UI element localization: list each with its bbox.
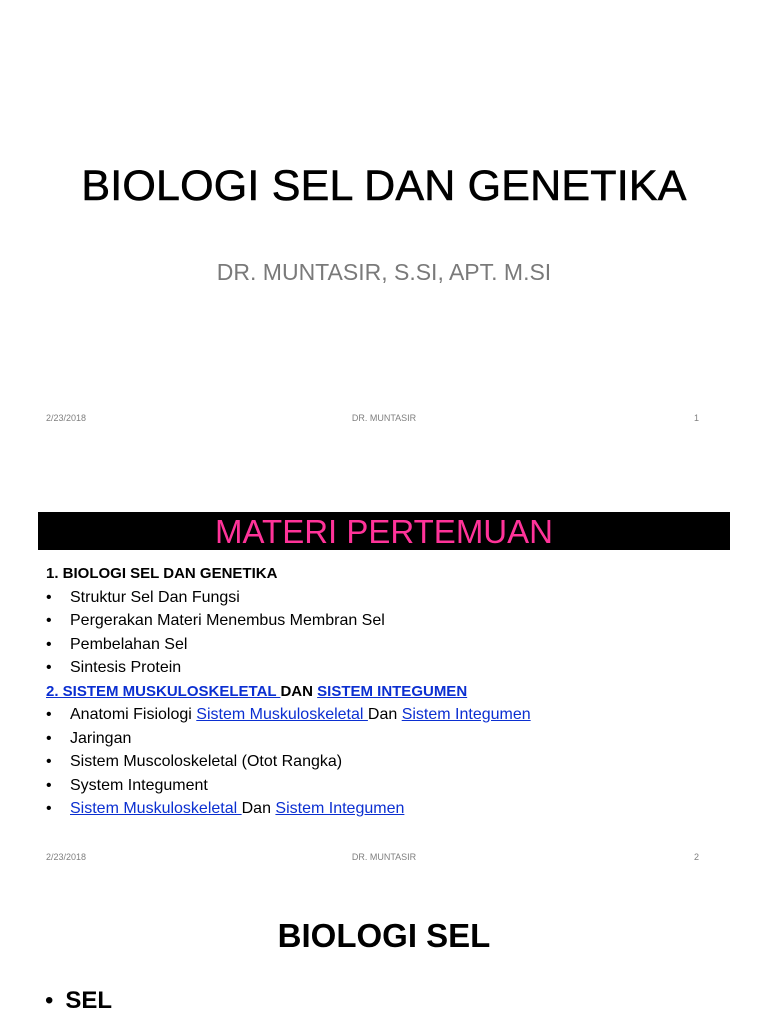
- footer-page-number: 1: [693, 413, 699, 423]
- footer-author: DR. MUNTASIR: [351, 852, 417, 862]
- bullet-icon: •: [46, 706, 52, 723]
- footer-page-number: 2: [693, 852, 699, 862]
- list-item: [46, 633, 736, 657]
- list-item: [46, 774, 736, 798]
- footer-date: 2/23/2018: [46, 413, 87, 423]
- link-sistem-integumen[interactable]: SISTEM INTEGUMEN: [317, 682, 468, 700]
- list-item-text: SEL: [65, 987, 113, 1014]
- list-item-text: Pergerakan Materi Menembus Membran Sel: [70, 612, 385, 629]
- list-item-connector: Dan: [367, 706, 402, 723]
- slide-title: BIOLOGI SEL DAN GENETIKA: [81, 162, 687, 210]
- bullet-icon: •: [46, 753, 52, 770]
- list-item: [46, 586, 736, 610]
- bullet-icon: •: [46, 729, 52, 747]
- slide-footer: [46, 850, 722, 864]
- list-item-text: Sistem Muscoloskeletal (Otot Rangka): [70, 753, 343, 770]
- link-sistem-muskuloskeletal[interactable]: Sistem Muskuloskeletal: [196, 706, 368, 723]
- list-item: [46, 609, 736, 633]
- list-item: [46, 797, 736, 821]
- slide-3: [0, 872, 768, 1024]
- bullet-icon: •: [45, 987, 54, 1014]
- bullet-icon: •: [46, 588, 52, 606]
- list-item-text: Pembelahan Sel: [70, 635, 188, 653]
- link-sistem-integumen[interactable]: Sistem Integumen: [401, 706, 531, 723]
- list-item-text: System Integument: [70, 776, 208, 794]
- link-sistem-integumen[interactable]: Sistem Integumen: [275, 800, 405, 817]
- list-item-text: Struktur Sel Dan Fungsi: [70, 588, 240, 606]
- list-item-text: Jaringan: [70, 729, 132, 747]
- list-item: [46, 703, 736, 727]
- bullet-icon: •: [46, 776, 52, 794]
- list-item: [46, 656, 736, 680]
- slide-footer: [46, 411, 722, 425]
- heading-connector: DAN: [280, 682, 318, 700]
- slide-title: MATERI PERTEMUAN: [215, 513, 553, 550]
- bullet-icon: •: [46, 800, 52, 817]
- slide-title: BIOLOGI SEL: [277, 917, 491, 954]
- footer-date: 2/23/2018: [46, 852, 87, 862]
- slide-1: [0, 0, 768, 440]
- section-heading-1: 1. BIOLOGI SEL DAN GENETIKA: [46, 565, 278, 582]
- footer-author: DR. MUNTASIR: [351, 413, 417, 423]
- bullet-icon: •: [46, 612, 52, 629]
- slide-content: [46, 562, 736, 821]
- list-item: [46, 750, 736, 774]
- list-item-text: Anatomi Fisiologi: [70, 706, 197, 723]
- slide-subtitle: DR. MUNTASIR, S.SI, APT. M.SI: [216, 259, 552, 285]
- slide-2: [0, 440, 768, 872]
- link-sistem-muskuloskeletal[interactable]: 2. SISTEM MUSKULOSKELETAL: [46, 682, 281, 700]
- list-item-text: Sintesis Protein: [70, 659, 182, 676]
- list-item: [45, 986, 112, 1016]
- list-item-connector: Dan: [241, 800, 276, 817]
- bullet-icon: •: [46, 659, 52, 676]
- list-item: [46, 727, 736, 751]
- bullet-icon: •: [46, 635, 52, 653]
- link-sistem-muskuloskeletal[interactable]: Sistem Muskuloskeletal: [70, 800, 242, 817]
- title-bar: [38, 512, 730, 550]
- section-heading-2: [46, 680, 736, 704]
